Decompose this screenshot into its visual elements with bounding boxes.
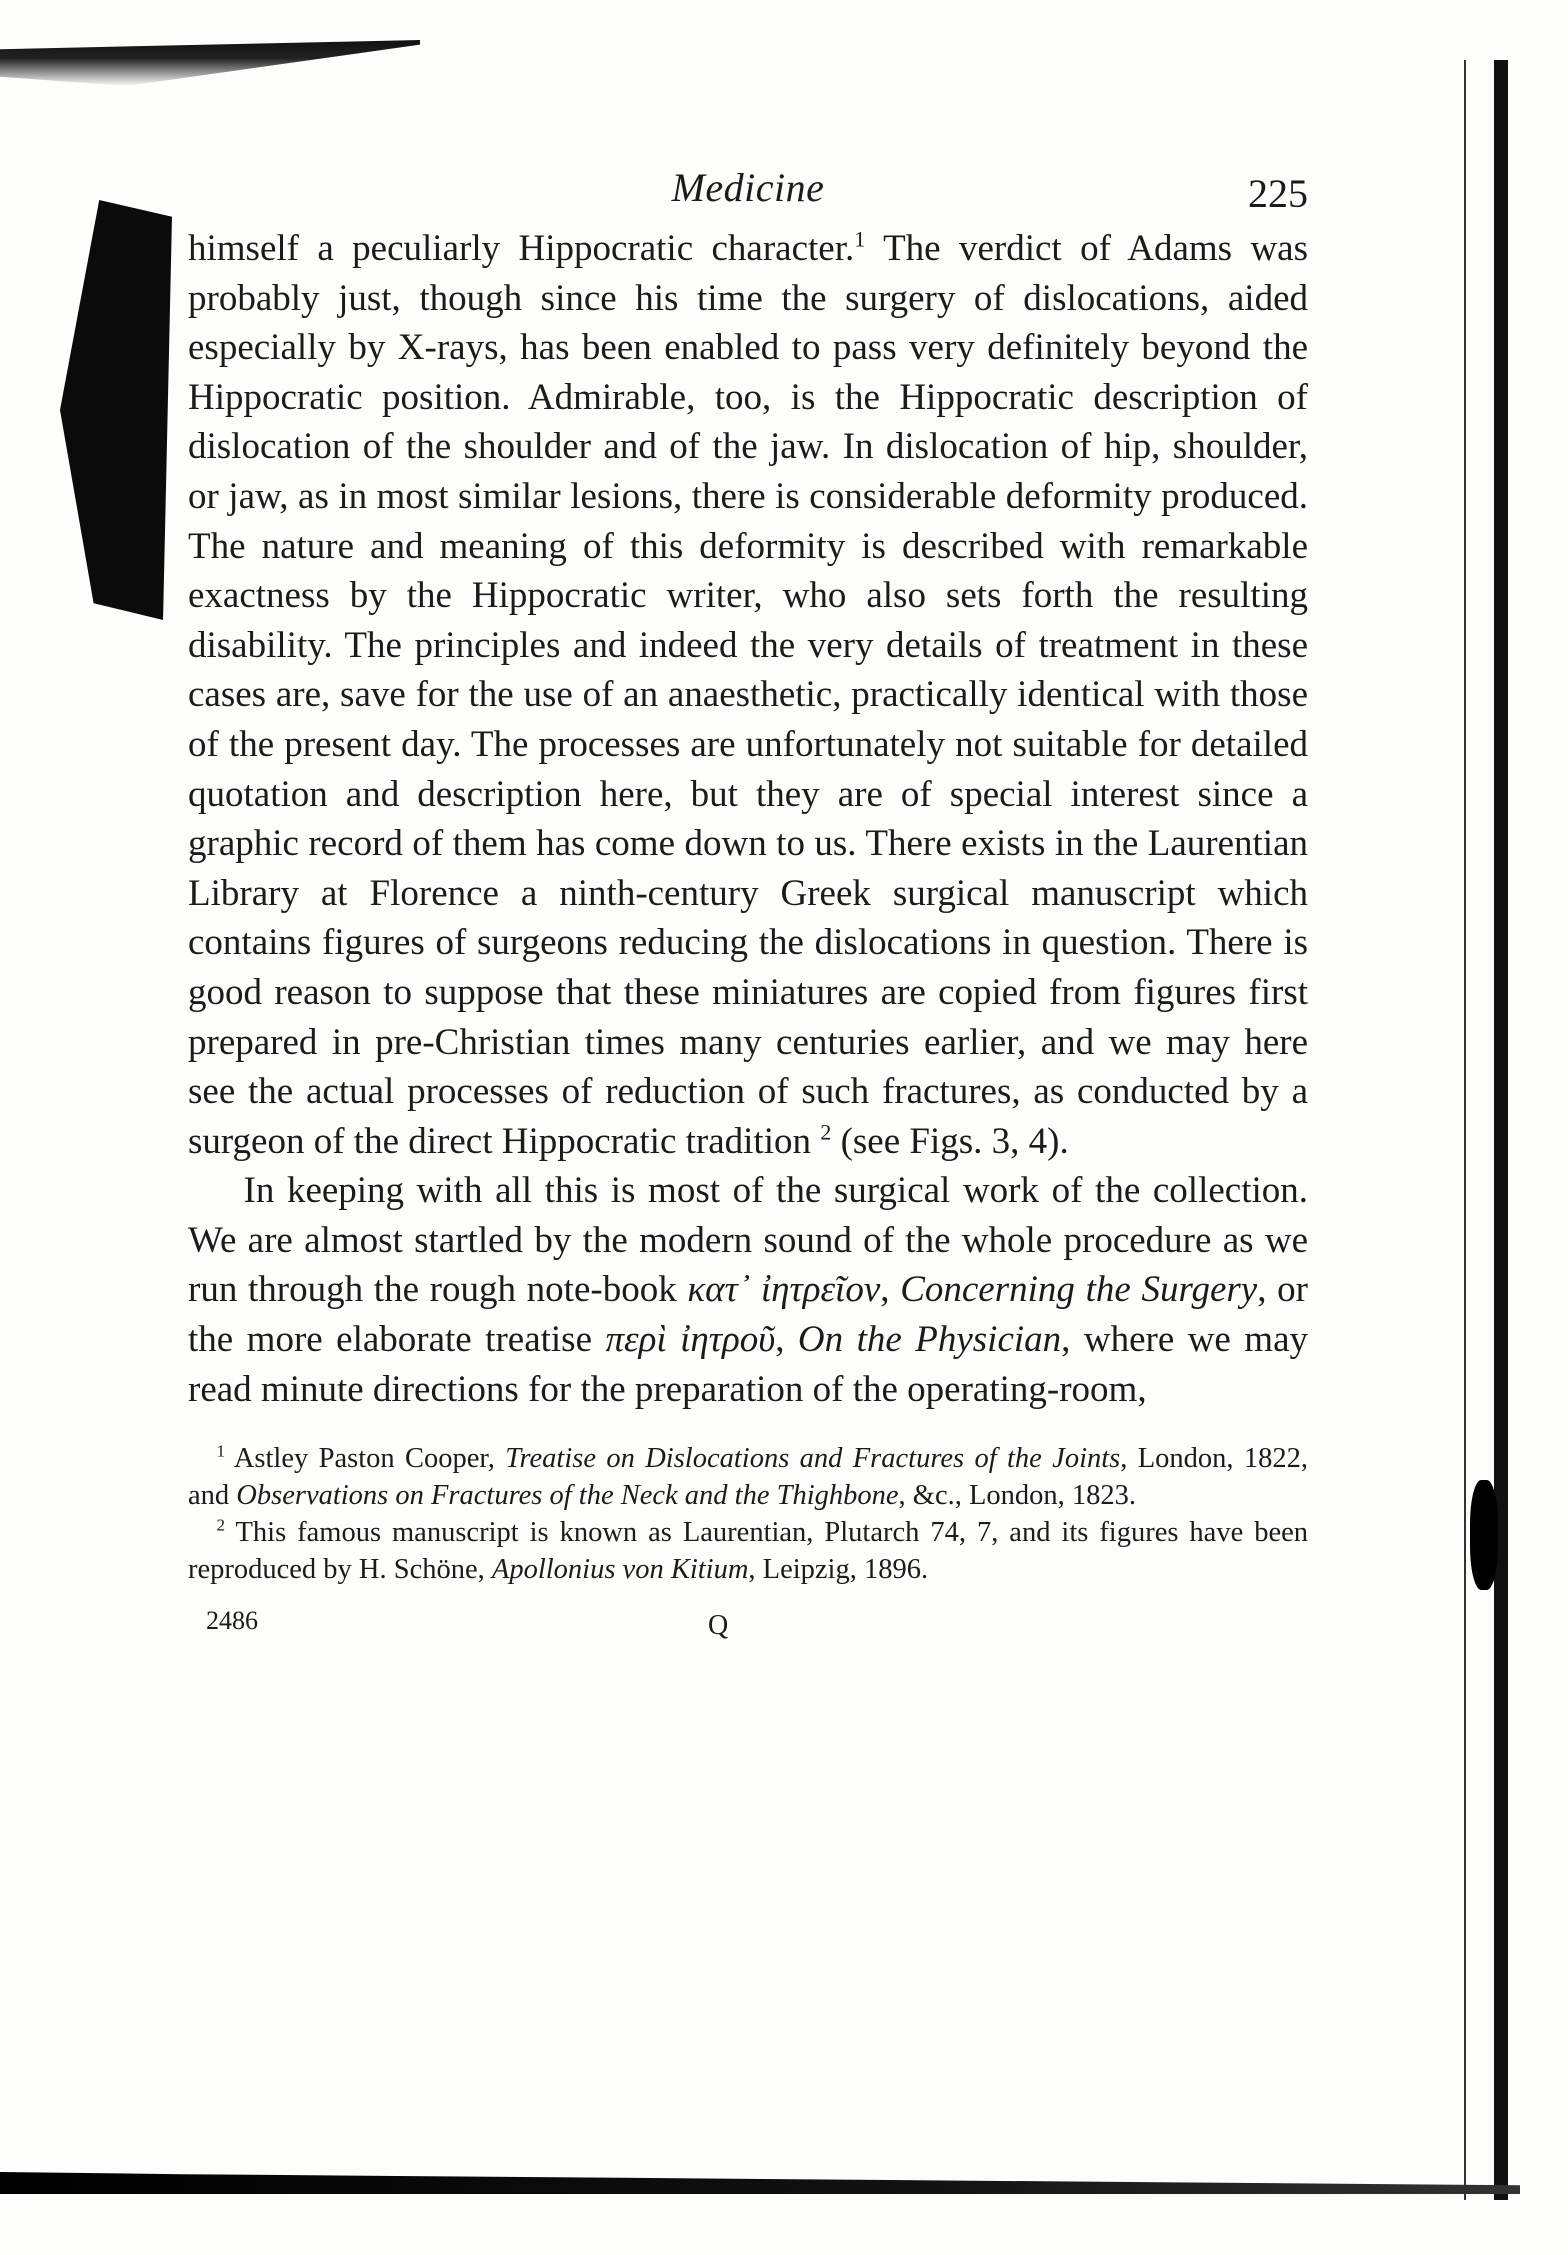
work-title: Apollonius von Kitium xyxy=(491,1554,749,1586)
book-page xyxy=(188,150,1308,1658)
scan-bottom-shadow xyxy=(0,2172,1520,2194)
signature-mark: 2486 xyxy=(206,1606,258,1636)
page-number: 225 xyxy=(1248,171,1308,216)
text-run: This famous manuscript is known as Laurentian, Plutarch 74, 7, and its figures have been reproduced by H. Schöne, xyxy=(188,1517,1308,1586)
greek-title: κατ᾽ ἰητρεῖον xyxy=(687,1269,881,1311)
scan-page-edge xyxy=(1494,60,1508,2200)
text-run: , &c., London, 1823. xyxy=(898,1480,1137,1512)
work-title: Observations on Fractures of the Neck and the Thighbone xyxy=(236,1480,899,1512)
paragraph-2 xyxy=(188,1166,1308,1414)
signature-letter: Q xyxy=(708,1610,729,1642)
paragraph-1 xyxy=(188,224,1308,1166)
text-run: , where we may read minute directions for the preparation of the operating-room, xyxy=(188,1319,1309,1410)
body-text xyxy=(188,224,1308,1414)
footnote-marker: 1 xyxy=(216,1441,226,1461)
scan-page-edge-inner xyxy=(1464,60,1466,2200)
footnote-ref-1: 1 xyxy=(854,226,866,252)
text-run: , London, 1822, and xyxy=(188,1443,1308,1512)
work-title: On the Physician xyxy=(797,1319,1062,1361)
text-run: , Leipzig, 1896. xyxy=(748,1554,929,1586)
scan-smudge-top xyxy=(0,40,420,86)
running-head xyxy=(188,150,1308,220)
text-run: , or the more elaborate treatise xyxy=(188,1269,1308,1361)
scan-binding-shadow xyxy=(60,200,172,620)
work-title: Concerning the Surgery xyxy=(900,1269,1258,1311)
footnotes xyxy=(188,1440,1308,1588)
text-run: In keeping with all this is most of the surgical work of the collection. We are almost startled by the modern sound of the whole procedure as we run through the rough note-book xyxy=(188,1170,1308,1311)
signature-line xyxy=(188,1598,1308,1658)
text-run: , xyxy=(775,1319,798,1361)
text-run: , xyxy=(880,1269,901,1311)
scan-ink-blot xyxy=(1470,1480,1498,1590)
text-run: (see Figs. 3, 4). xyxy=(831,1120,1069,1162)
footnote-1 xyxy=(188,1440,1308,1514)
footnote-ref-2: 2 xyxy=(820,1119,832,1145)
footnote-marker: 2 xyxy=(216,1515,226,1535)
work-title: Treatise on Dislocations and Fractures of the Joints xyxy=(505,1443,1121,1475)
text-run: Astley Paston Cooper, xyxy=(225,1443,506,1475)
running-title: Medicine xyxy=(671,165,825,210)
footnote-2 xyxy=(188,1514,1308,1588)
text-run: himself a peculiarly Hippocratic character. xyxy=(188,228,855,269)
text-run: The verdict of Adams was probably just, though since his time the surgery of dislocations, aided especially by X-rays, has been enabled to pass very definitely beyond the Hippocratic position. Admirable, too, is the Hippocratic description of dislocation of the shoulder and of the jaw. In dislocation of hip, shoulder, or jaw, as in most similar lesions, there is considerable deformity produced. The nature and meaning of this deformity is described with remarkable exactness by the Hippocratic writer, who also sets forth the resulting disability. The principles and indeed the very details of treatment in these cases are, save for the use of an anaesthetic, practically identical with those of the present day. The processes are unfortunately not suitable for detailed quotation and description here, but they are of special interest since a graphic record of them has come down to us. There exists in the Laurentian Library at Florence a ninth-century Greek surgical manuscript which contains figures of surgeons reducing the dislocations in question. There is good reason to suppose that these miniatures are copied from figures first prepared in pre-Christian times many centuries earlier, and we may here see the actual processes of reduction of such fractures, as conducted by a surgeon of the direct Hippocratic tradition xyxy=(188,228,1308,1162)
greek-title: περὶ ἰητροῦ xyxy=(605,1319,776,1361)
